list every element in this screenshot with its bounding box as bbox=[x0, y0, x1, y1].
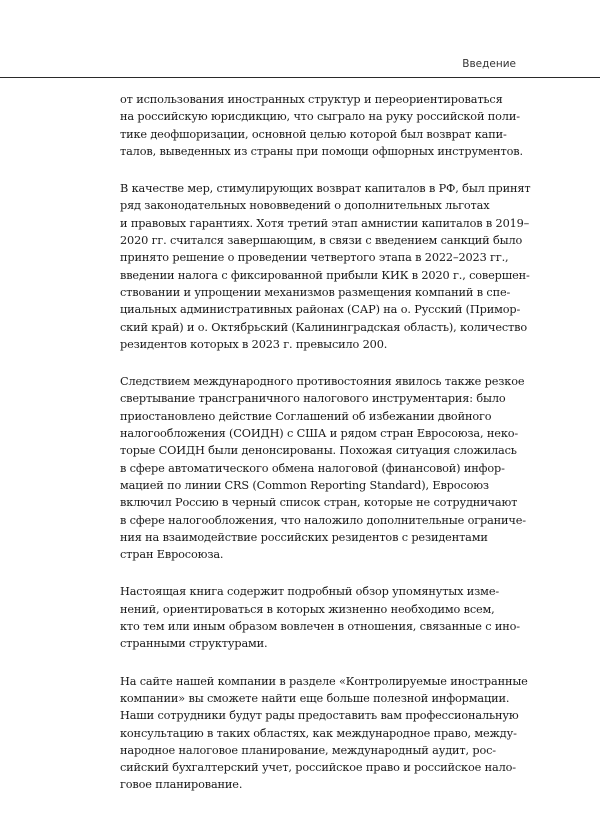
text-line: мацией по линии CRS (Common Reporting Standard), Евросоюз bbox=[120, 478, 489, 492]
text-line: и правовых гарантиях. Хотя третий этап амнистии капиталов в 2019– bbox=[120, 216, 530, 230]
text-line: на российскую юрисдикцию, что сыграло на руку российской поли- bbox=[120, 110, 520, 124]
text-line: торые СОИДН были денонсированы. Похожая ситуация сложилась bbox=[120, 444, 517, 458]
text-line: ния на взаимодействие российских резидентов с резидентами bbox=[120, 530, 488, 544]
text-line: тике деофшоризации, основной целью которой был возврат капи- bbox=[120, 127, 507, 141]
text-line: в сфере автоматического обмена налоговой (финансовой) инфор- bbox=[120, 461, 505, 475]
text-line: включил Россию в черный список стран, которые не сотрудничают bbox=[120, 496, 518, 510]
text-line: принято решение о проведении четвертого этапа в 2022–2023 гг., bbox=[120, 251, 509, 265]
text-line: кто тем или иным образом вовлечен в отношения, связанные с ино- bbox=[120, 620, 520, 634]
text-line: налогообложения (СОИДН) с США и рядом стран Евросоюза, неко- bbox=[120, 427, 519, 441]
text-line: говое планирование. bbox=[120, 778, 243, 792]
text-line: На сайте нашей компании в разделе «Контролируемые иностранные bbox=[120, 674, 528, 688]
text-line: В качестве мер, стимулирующих возврат капиталов в РФ, был принят bbox=[120, 182, 531, 196]
body-text bbox=[120, 91, 531, 814]
text-line: ствовании и упрощении механизмов размещения компаний в спе- bbox=[120, 285, 511, 299]
text-line: сийский бухгалтерский учет, российское право и российское нало- bbox=[120, 761, 516, 775]
paragraph bbox=[120, 373, 526, 563]
paragraph bbox=[120, 180, 531, 353]
text-line: Следствием международного противостояния явилось также резкое bbox=[120, 375, 525, 389]
text-line: ский край) и о. Октябрьский (Калининградская область), количество bbox=[120, 320, 528, 334]
text-line: странными структурами. bbox=[120, 637, 268, 651]
paragraph bbox=[120, 673, 528, 794]
text-line: приостановлено действие Соглашений об избежании двойного bbox=[120, 409, 492, 423]
paragraph bbox=[120, 91, 523, 160]
text-line: введении налога с фиксированной прибыли КИК в 2020 г., совершен- bbox=[120, 268, 530, 282]
header-rule bbox=[0, 77, 600, 78]
text-line: ряд законодательных нововведений о дополнительных льготах bbox=[120, 199, 490, 213]
text-line: консультацию в таких областях, как международное право, между- bbox=[120, 726, 517, 740]
text-line: народное налоговое планирование, международный аудит, рос- bbox=[120, 743, 496, 757]
running-header-section: Введение bbox=[462, 58, 516, 70]
text-line: в сфере налогообложения, что наложило дополнительные ограниче- bbox=[120, 513, 526, 527]
text-line: 2020 гг. считался завершающим, в связи с введением санкций было bbox=[120, 234, 523, 248]
paragraph bbox=[120, 583, 520, 652]
text-line: талов, выведенных из страны при помощи офшорных инструментов. bbox=[120, 144, 523, 158]
text-line: циальных административных районах (САР) на о. Русский (Примор- bbox=[120, 303, 521, 317]
text-line: стран Евросоюза. bbox=[120, 548, 224, 562]
text-line: Наши сотрудники будут рады предоставить вам профессиональную bbox=[120, 709, 519, 723]
text-line: от использования иностранных структур и переориентироваться bbox=[120, 93, 503, 106]
text-line: свертывание трансграничного налогового инструментария: было bbox=[120, 392, 506, 406]
text-line: резидентов которых в 2023 г. превысило 200. bbox=[120, 337, 388, 351]
text-line: Настоящая книга содержит подробный обзор упомянутых изме- bbox=[120, 585, 500, 599]
text-line: нений, ориентироваться в которых жизненно необходимо всем, bbox=[120, 602, 495, 616]
text-line: компании» вы сможете найти еще больше полезной информации. bbox=[120, 691, 510, 705]
